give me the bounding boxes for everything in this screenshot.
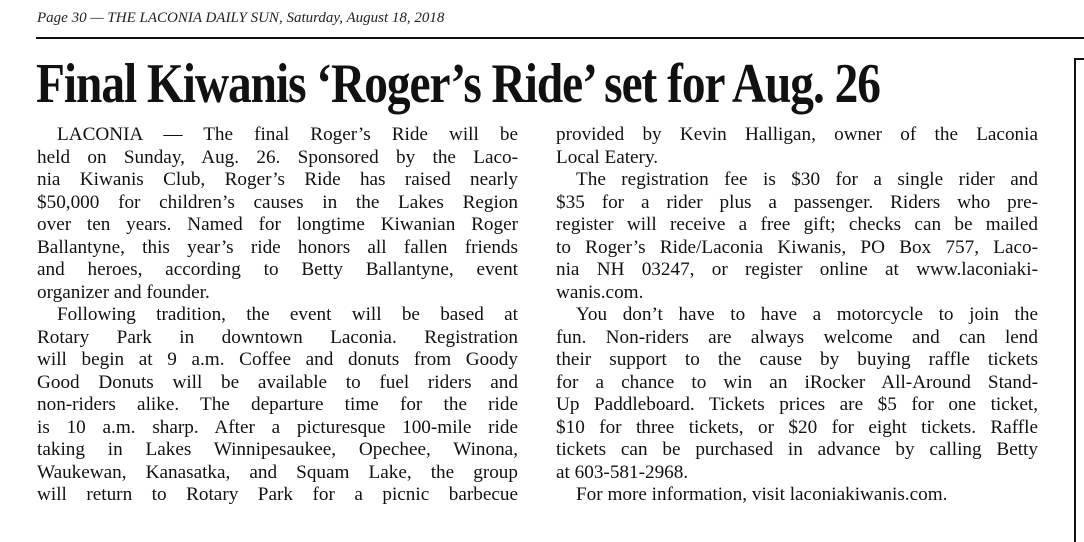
text-line: at 603-581-2968. xyxy=(556,461,689,483)
text-line: taking in Lakes Winnipesaukee, Opechee, Winona, xyxy=(37,439,518,460)
text-line: their support to the cause by buying raffle tickets xyxy=(556,349,1038,370)
text-line: Ballantyne, this year’s ride honors all fallen friends xyxy=(37,236,518,258)
text-line: The registration fee is $30 for a single rider and xyxy=(576,169,1038,190)
text-line: for a chance to win an iRocker All-Around Stand- xyxy=(556,371,1038,393)
adjacent-article-border xyxy=(1074,58,1084,542)
text-line: and heroes, according to Betty Ballantyne, event xyxy=(37,259,518,280)
text-line: will begin at 9 a.m. Coffee and donuts from Goody xyxy=(37,349,518,370)
text-line: to Roger’s Ride/Laconia Kiwanis, PO Box 757, Laco- xyxy=(556,236,1038,258)
text-line: For more information, visit laconiakiwanis.com. xyxy=(576,484,948,505)
text-line: Good Donuts will be available to fuel riders and xyxy=(37,371,518,393)
article-headline: Final Kiwanis ‘Roger’s Ride’ set for Aug. 26 xyxy=(36,53,880,115)
text-line: register will receive a free gift; checks can be mailed xyxy=(556,214,1038,235)
text-line: fun. Non-riders are always welcome and can lend xyxy=(556,326,1038,348)
text-line: is 10 a.m. sharp. After a picturesque 100-mile ride xyxy=(37,416,518,438)
text-line: You don’t have to have a motorcycle to join the xyxy=(576,304,1038,325)
text-line: LACONIA — The final Roger’s Ride will be xyxy=(57,124,518,145)
text-line: over ten years. Named for longtime Kiwanian Roger xyxy=(37,214,518,235)
text-line: provided by Kevin Halligan, owner of the Laconia xyxy=(556,124,1038,145)
text-line: organizer and founder. xyxy=(37,281,210,303)
text-line: wanis.com. xyxy=(556,281,644,303)
text-line: nia NH 03247, or register online at www.laconiaki- xyxy=(556,259,1038,280)
text-line: Waukewan, Kanasatka, and Squam Lake, the group xyxy=(37,461,518,483)
text-line: Up Paddleboard. Tickets prices are $5 for one ticket, xyxy=(556,394,1038,415)
article-column-left xyxy=(37,124,518,507)
page-folio: Page 30 — THE LACONIA DAILY SUN, Saturday, August 18, 2018 xyxy=(37,10,445,26)
text-line: $35 for a rider plus a passenger. Riders who pre- xyxy=(556,191,1038,213)
text-line: Local Eatery. xyxy=(556,146,659,168)
header-rule xyxy=(36,37,1084,39)
text-line: tickets can be purchased in advance by calling Betty xyxy=(556,439,1038,460)
text-line: $10 for three tickets, or $20 for eight tickets. Raffle xyxy=(556,416,1038,438)
text-line: held on Sunday, Aug. 26. Sponsored by the Laco- xyxy=(37,146,518,168)
text-line: $50,000 for children’s causes in the Lakes Region xyxy=(37,191,518,213)
text-line: non-riders alike. The departure time for the ride xyxy=(37,394,518,415)
text-line: Rotary Park in downtown Laconia. Registration xyxy=(37,326,518,348)
article-column-right xyxy=(556,124,1038,507)
text-line: nia Kiwanis Club, Roger’s Ride has raised nearly xyxy=(37,169,518,190)
text-line: Following tradition, the event will be based at xyxy=(57,304,518,325)
text-line: will return to Rotary Park for a picnic barbecue xyxy=(37,484,518,505)
